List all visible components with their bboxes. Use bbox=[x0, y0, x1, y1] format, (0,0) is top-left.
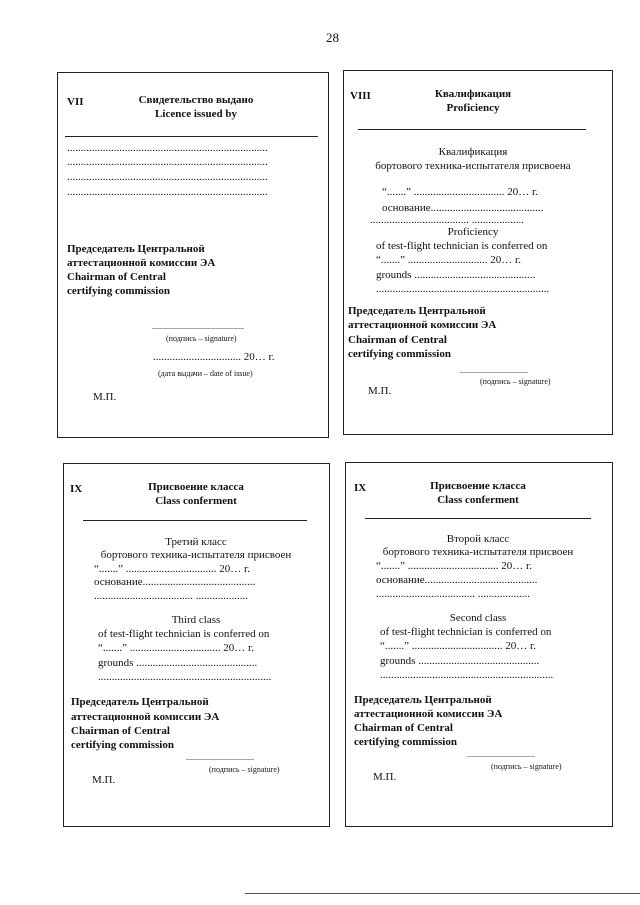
body-line: “.......” ............................. 20… г. bbox=[376, 254, 522, 266]
chairman-line: Председатель Центральной bbox=[354, 694, 492, 706]
section-title-ru: Свидетельство выдано bbox=[138, 94, 254, 106]
fill-line: ......................................................................... bbox=[67, 156, 268, 168]
body-line: of test-flight technician is conferred on bbox=[380, 626, 552, 638]
stamp-place: М.П. bbox=[368, 385, 392, 397]
body-line: ............................................................... bbox=[380, 669, 554, 681]
signature-line: .................................. bbox=[467, 750, 535, 759]
section-numeral: VIII bbox=[350, 90, 371, 102]
chairman-line: аттестационной комиссии ЭА bbox=[71, 711, 220, 723]
body-line: “.......” ................................. 20… г. bbox=[380, 640, 537, 652]
signature-line: .............................................. bbox=[152, 322, 244, 331]
body-line: ............................................................... bbox=[376, 283, 550, 295]
section-title-en: Class conferment bbox=[437, 494, 519, 506]
body-line: “.......” ................................. 20… г. bbox=[382, 186, 539, 198]
body-line: Третий класс bbox=[165, 536, 227, 548]
divider bbox=[365, 518, 591, 519]
signature-label: (подпись – signature) bbox=[491, 762, 562, 771]
body-line: основание......................................... bbox=[94, 576, 256, 588]
section-title-en: Proficiency bbox=[446, 102, 500, 114]
stamp-place: М.П. bbox=[373, 771, 397, 783]
body-line: of test-flight technician is conferred on bbox=[376, 240, 548, 252]
date-label: (дата выдачи – date of issue) bbox=[158, 369, 253, 378]
fill-line: ......................................................................... bbox=[67, 142, 268, 154]
section-title-ru: Присвоение класса bbox=[148, 481, 244, 493]
body-line: бортового техника-испытателя присвоен bbox=[100, 549, 292, 561]
divider bbox=[358, 129, 586, 130]
body-line: Third class bbox=[171, 614, 221, 626]
chairman-line: certifying commission bbox=[71, 739, 174, 751]
section-numeral: VII bbox=[67, 96, 84, 108]
body-line: .................................... ................... bbox=[370, 214, 524, 226]
stamp-place: М.П. bbox=[93, 391, 117, 403]
signature-label: (подпись – signature) bbox=[166, 334, 237, 343]
body-line: Второй класс bbox=[446, 533, 510, 545]
chairman-line: Chairman of Central bbox=[354, 722, 453, 734]
chairman-line: certifying commission bbox=[354, 736, 457, 748]
body-line: “.......” ................................. 20… г. bbox=[376, 560, 533, 572]
chairman-line: Председатель Центральной bbox=[67, 243, 205, 255]
body-line: of test-flight technician is conferred on bbox=[98, 628, 270, 640]
section-numeral: IX bbox=[354, 482, 367, 494]
body-line: “.......” ................................. 20… г. bbox=[94, 563, 251, 575]
page-number: 28 bbox=[326, 30, 339, 45]
body-line: grounds ............................................ bbox=[376, 269, 536, 281]
fill-line: ......................................................................... bbox=[67, 171, 268, 183]
body-line: Proficiency bbox=[447, 226, 499, 238]
body-line: ............................................................... bbox=[98, 671, 272, 683]
divider bbox=[83, 520, 307, 521]
body-line: grounds ............................................ bbox=[380, 655, 540, 667]
body-line: основание......................................... bbox=[382, 202, 544, 214]
body-line: .................................... ................... bbox=[94, 590, 248, 602]
signature-label: (подпись – signature) bbox=[480, 377, 551, 386]
body-line: .................................... ................... bbox=[376, 588, 530, 600]
fill-line: ......................................................................... bbox=[67, 186, 268, 198]
chairman-line: Chairman of Central bbox=[348, 334, 447, 346]
chairman-line: аттестационной комиссии ЭА bbox=[67, 257, 216, 269]
body-line: grounds ............................................ bbox=[98, 657, 258, 669]
section-title-en: Licence issued by bbox=[155, 108, 237, 120]
body-line: “.......” ................................. 20… г. bbox=[98, 642, 255, 654]
chairman-line: аттестационной комиссии ЭА bbox=[354, 708, 503, 720]
section-title-en: Class conferment bbox=[155, 495, 237, 507]
scan-edge bbox=[245, 893, 640, 894]
chairman-line: аттестационной комиссии ЭА bbox=[348, 319, 497, 331]
chairman-line: Chairman of Central bbox=[67, 271, 166, 283]
stamp-place: М.П. bbox=[92, 774, 116, 786]
chairman-line: Chairman of Central bbox=[71, 725, 170, 737]
chairman-line: certifying commission bbox=[348, 348, 451, 360]
signature-line: .................................. bbox=[460, 366, 528, 375]
divider bbox=[65, 136, 318, 137]
section-numeral: IX bbox=[70, 483, 83, 495]
body-line: Квалификация bbox=[438, 146, 508, 158]
chairman-line: Председатель Центральной bbox=[71, 696, 209, 708]
body-line: Second class bbox=[449, 612, 507, 624]
date-line: ................................ 20… г. bbox=[153, 351, 275, 363]
chairman-line: certifying commission bbox=[67, 285, 170, 297]
body-line: бортового техника-испытателя присвоена bbox=[375, 160, 571, 172]
body-line: основание......................................... bbox=[376, 574, 538, 586]
body-line: бортового техника-испытателя присвоен bbox=[382, 546, 574, 558]
section-title-ru: Присвоение класса bbox=[430, 480, 526, 492]
signature-line: .................................. bbox=[186, 753, 254, 762]
signature-label: (подпись – signature) bbox=[209, 765, 280, 774]
chairman-line: Председатель Центральной bbox=[348, 305, 486, 317]
section-title-ru: Квалификация bbox=[434, 88, 512, 100]
